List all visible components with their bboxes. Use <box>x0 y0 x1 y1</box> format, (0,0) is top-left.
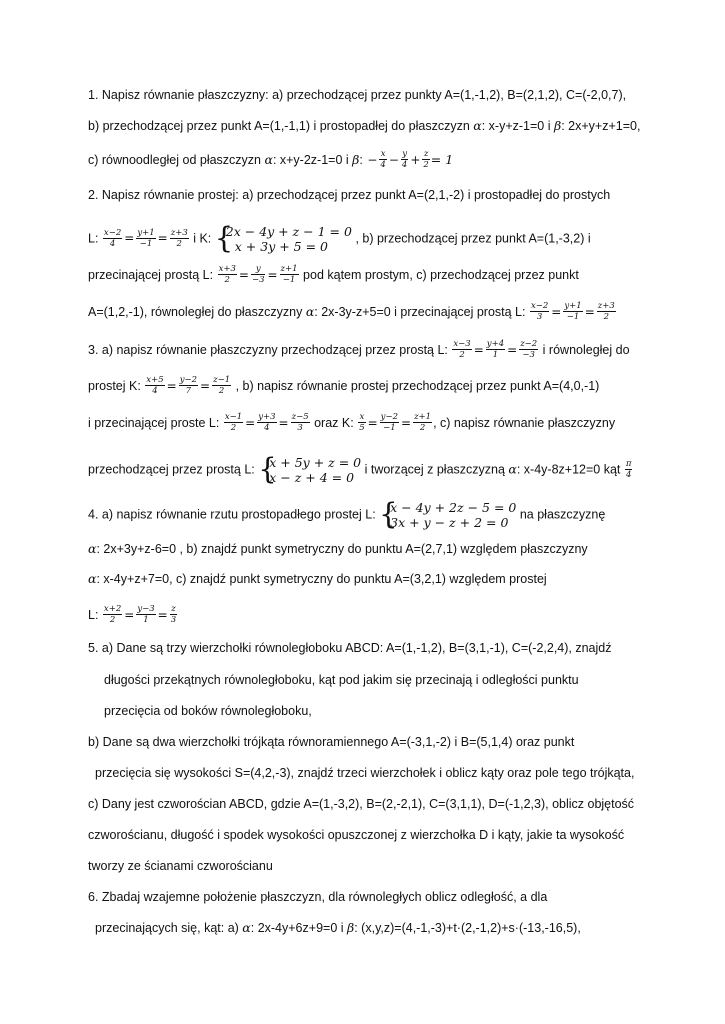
p3-text-a: 3. a) napisz równanie płaszczyzny przechodzącej przez prostą L: <box>88 342 448 357</box>
p2-label-L: L: <box>88 231 99 246</box>
equation-system: { x − 4y + 2z − 5 = 0 3x + y − z + 2 = 0 <box>379 497 517 531</box>
beta-symbol: 𝛽 <box>553 118 562 133</box>
p2-text-a: 2. Napisz równanie prostej: a) przechodzącej przez punkt A=(2,1,-2) i prostopadłej do prostych <box>88 188 611 202</box>
p3-text-d: przechodzącej przez prostą L: <box>88 462 255 477</box>
p3-text-c2: oraz K: <box>310 415 354 430</box>
p6-text-b3: : (x,y,z)=(4,-1,-3)+t·(2,-1,2)+s·(-13,-16,5), <box>354 921 581 935</box>
fraction: $\frac{x-3}{2}$ <box>453 339 471 360</box>
p3-text-a2: i równoległej do <box>539 342 630 357</box>
fraction: $\frac{y-2}{7}$ <box>179 375 198 396</box>
p4-line-c <box>88 572 547 586</box>
p5-text-b: długości przekątnych równoległoboku, kąt pod jakim się przecinają i odległości punktu <box>104 673 579 687</box>
p6-text-b: przecinających się, kąt: a) <box>95 921 243 935</box>
fraction: $\frac{y+1}{-1}$ <box>564 301 582 322</box>
p5-text-d: b) Dane są dwa wierzchołki trójkąta równoramiennego A=(-3,1,-2) i B=(5,1,4) oraz punkt <box>88 735 575 749</box>
p5-line-b <box>104 673 579 687</box>
fraction: $\frac{z-5}{3}$ <box>291 412 309 433</box>
p5-text-e: przecięcia się wysokości S=(4,2,-3), znajdź trzeci wierzchołek i oblicz kąty oraz pole tego trójkąta, <box>95 766 635 780</box>
p3-text-d3: : x-4y-8z+12=0 kąt <box>516 462 621 477</box>
p1-text-b: b) przechodzącej przez punkt A=(1,-1,1) i prostopadłej do płaszczyzn <box>88 119 474 133</box>
p2-line-b: L: $\frac{x-2}{4}$ = $\frac{y+1}{-1}$ = $\frac{z+3}{2}$ i K: { 2x − 4y + z − 1 = 0 x + 3y + 5 = 0 , b) przechodzącej przez punkt A=(1,-3,2) i <box>88 221 591 255</box>
fraction: $\frac{x-1}{2}$ <box>224 412 243 433</box>
alpha-symbol: 𝛼 <box>473 118 482 133</box>
fraction: $\frac{z-1}{2}$ <box>213 375 231 396</box>
beta-symbol: 𝛽 <box>347 920 355 935</box>
p2-label-K: i K: <box>189 231 212 246</box>
alpha-symbol: 𝛼 <box>242 920 251 935</box>
alpha-symbol: 𝛼 <box>305 303 315 319</box>
p5-text-g: czworościanu, długość i spodek wysokości opuszczonej z wierzchołka D i kąty, jakie ta wysokość <box>88 828 625 842</box>
equation-rhs: = 1 <box>430 151 454 167</box>
fraction-angle: $\frac{\pi}{4}$ <box>625 458 632 480</box>
fraction: $\frac{z}{2}$ <box>423 149 429 170</box>
p4-text-d: L: <box>88 607 99 622</box>
p2-line-a <box>88 188 610 202</box>
p6-line-b <box>95 921 581 935</box>
alpha-symbol: 𝛼 <box>88 541 97 556</box>
p4-line-a <box>88 497 606 531</box>
p5-line-h <box>88 859 273 873</box>
fraction: $\frac{x+5}{4}$ <box>146 375 164 396</box>
p3-line-a: 3. a) napisz równanie płaszczyzny przechodzącej przez prostą L: $\frac{x-3}{2}$ = $\frac{y+4}{1}$ = $\frac{z-2}{-3}$ i równoległej do <box>88 339 630 360</box>
p1-text-c3: : <box>359 152 363 167</box>
p1-text-c: c) równoodległej od płaszczyzn <box>88 152 265 167</box>
p6-line-a <box>88 890 547 904</box>
p1-line-c: c) równoodległej od płaszczyzn 𝛼: x+y-2z-1=0 i 𝛽: − $\frac{x}{4}$ − $\frac{y}{4}$ + $\frac{z}{2}$ = 1 <box>88 149 454 170</box>
p5-text-f: c) Dany jest czworościan ABCD, gdzie A=(1,-3,2), B=(2,-2,1), C=(3,1,1), D=(-1,2,3), oblicz objętość <box>88 797 635 811</box>
p4-line-d: L: $\frac{x+2}{2}$ = $\frac{y-3}{1}$ = $\frac{z}{3}$ <box>88 604 177 625</box>
fraction: $\frac{z}{3}$ <box>170 604 177 625</box>
equation-system: { x + 5y + z = 0 x − z + 4 = 0 <box>258 452 362 486</box>
fraction: $\frac{x+3}{2}$ <box>218 264 236 285</box>
fraction: $\frac{y+4}{1}$ <box>486 339 505 360</box>
fraction: $\frac{y}{4}$ <box>401 149 408 170</box>
p2-line-d: A=(1,2,-1), równoległej do płaszczyzny 𝛼: 2x-3y-z+5=0 i przecinającej prostą L: $\frac{x-2}{3}$ = $\frac{y+1}{-1}$ = $\frac{z+3}{2}$ <box>88 301 615 322</box>
p2-text-b: , b) przechodzącej przez punkt A=(1,-3,2) i <box>351 231 591 246</box>
p1-text-b3: : 2x+y+z+1=0, <box>561 119 641 133</box>
p1-text-a: 1. Napisz równanie płaszczyzny: a) przechodzącej przez punkty A=(1,-1,2), B=(2,1,2), C=(-2,0,7), <box>88 88 627 102</box>
p2-text-d2: : 2x-3y-z+5=0 i przecinającej prostą L: <box>314 304 526 319</box>
p4-text-a2: na płaszczyznę <box>516 507 606 522</box>
fraction: $\frac{y+1}{-1}$ <box>137 227 155 249</box>
fraction: $\frac{x}{4}$ <box>380 149 386 170</box>
p3-line-c: i przecinającej proste L: $\frac{x-1}{2}$ = $\frac{y+3}{4}$ = $\frac{z-5}{3}$ oraz K: $\frac{x}{5}$ = $\frac{y-2}{-1}$ = $\frac{z+1}{2}$ , c) napisz równanie płaszczyzny <box>88 412 616 433</box>
p5-line-a <box>88 641 612 655</box>
alpha-symbol: 𝛼 <box>88 571 97 586</box>
fraction: $\frac{z+3}{2}$ <box>170 227 188 249</box>
fraction: $\frac{y+3}{4}$ <box>258 412 276 433</box>
p1-text-b2: : x-y+z-1=0 i <box>481 119 554 133</box>
p6-text-b2: : 2x-4y+6z+9=0 i <box>250 921 347 935</box>
p2-line-c: przecinającej prostą L: $\frac{x+3}{2}$ = $\frac{y}{-3}$ = $\frac{z+1}{-1}$ pod kątem prostym, c) przechodzącej przez punkt <box>88 264 579 285</box>
p4-text-b: : 2x+3y+z-6=0 , b) znajdź punkt symetryczny do punktu A=(2,7,1) względem płaszczyzny <box>96 542 588 556</box>
p5-line-g <box>88 828 624 842</box>
p3-line-b: prostej K: $\frac{x+5}{4}$ = $\frac{y-2}{7}$ = $\frac{z-1}{2}$ , b) napisz równanie prostej przechodzącej przez punkt A=(4,0,-1) <box>88 375 600 396</box>
fraction: $\frac{z-2}{-3}$ <box>520 339 538 360</box>
alpha-symbol: 𝛼 <box>264 151 273 167</box>
fraction: $\frac{z+1}{-1}$ <box>280 264 298 285</box>
fraction: $\frac{z+3}{2}$ <box>597 301 615 322</box>
p5-text-h: tworzy ze ścianami czworościanu <box>88 859 273 873</box>
p1-line-a <box>88 88 626 102</box>
p6-text-a: 6. Zbadaj wzajemne położenie płaszczyzn, dla równoległych oblicz odległość, a dla <box>88 890 548 904</box>
alpha-symbol: 𝛼 <box>508 461 517 477</box>
p3-text-b: prostej K: <box>88 378 141 393</box>
p2-text-c2: pod kątem prostym, c) przechodzącej przez punkt <box>299 267 579 282</box>
p5-line-c <box>104 704 312 718</box>
p1-text-c2: : x+y-2z-1=0 i <box>272 152 353 167</box>
fraction: $\frac{y}{-3}$ <box>251 264 265 285</box>
fraction: $\frac{z+1}{2}$ <box>414 412 432 433</box>
p3-text-c: i przecinającej proste L: <box>88 415 220 430</box>
p5-text-a: 5. a) Dane są trzy wierzchołki równoległoboku ABCD: A=(1,-1,2), B=(3,1,-1), C=(-2,2,4), znajdź <box>88 641 612 655</box>
p5-line-d <box>88 735 574 749</box>
p2-text-c: przecinającej prostą L: <box>88 267 214 282</box>
p5-text-c: przecięcia od boków równoległoboku, <box>104 704 312 718</box>
p1-line-b <box>88 119 640 133</box>
p3-line-d <box>88 452 633 486</box>
p2-text-d: A=(1,2,-1), równoległej do płaszczyzny <box>88 304 306 319</box>
p5-line-e <box>95 766 634 780</box>
p3-text-c3: , c) napisz równanie płaszczyzny <box>433 415 616 430</box>
p4-text-a: 4. a) napisz równanie rzutu prostopadłego prostej L: <box>88 507 376 522</box>
fraction: $\frac{y-2}{-1}$ <box>380 412 399 433</box>
p4-text-c: : x-4y+z+7=0, c) znajdź punkt symetryczny do punktu A=(3,2,1) względem prostej <box>96 572 547 586</box>
fraction: $\frac{x+2}{2}$ <box>103 604 122 625</box>
p4-line-b <box>88 542 588 556</box>
fraction: $\frac{y-3}{1}$ <box>137 604 155 625</box>
p3-text-d2: i tworzącej z płaszczyzną <box>361 462 509 477</box>
p3-text-b2: , b) napisz równanie prostej przechodzącej przez punkt A=(4,0,-1) <box>232 378 600 393</box>
equation-system: { 2x − 4y + z − 1 = 0 x + 3y + 5 = 0 <box>214 221 352 255</box>
p5-line-f <box>88 797 634 811</box>
beta-symbol: 𝛽 <box>352 151 360 167</box>
fraction: $\frac{x-2}{3}$ <box>530 301 549 322</box>
fraction: $\frac{x-2}{4}$ <box>103 227 122 249</box>
fraction: $\frac{x}{5}$ <box>359 412 365 433</box>
